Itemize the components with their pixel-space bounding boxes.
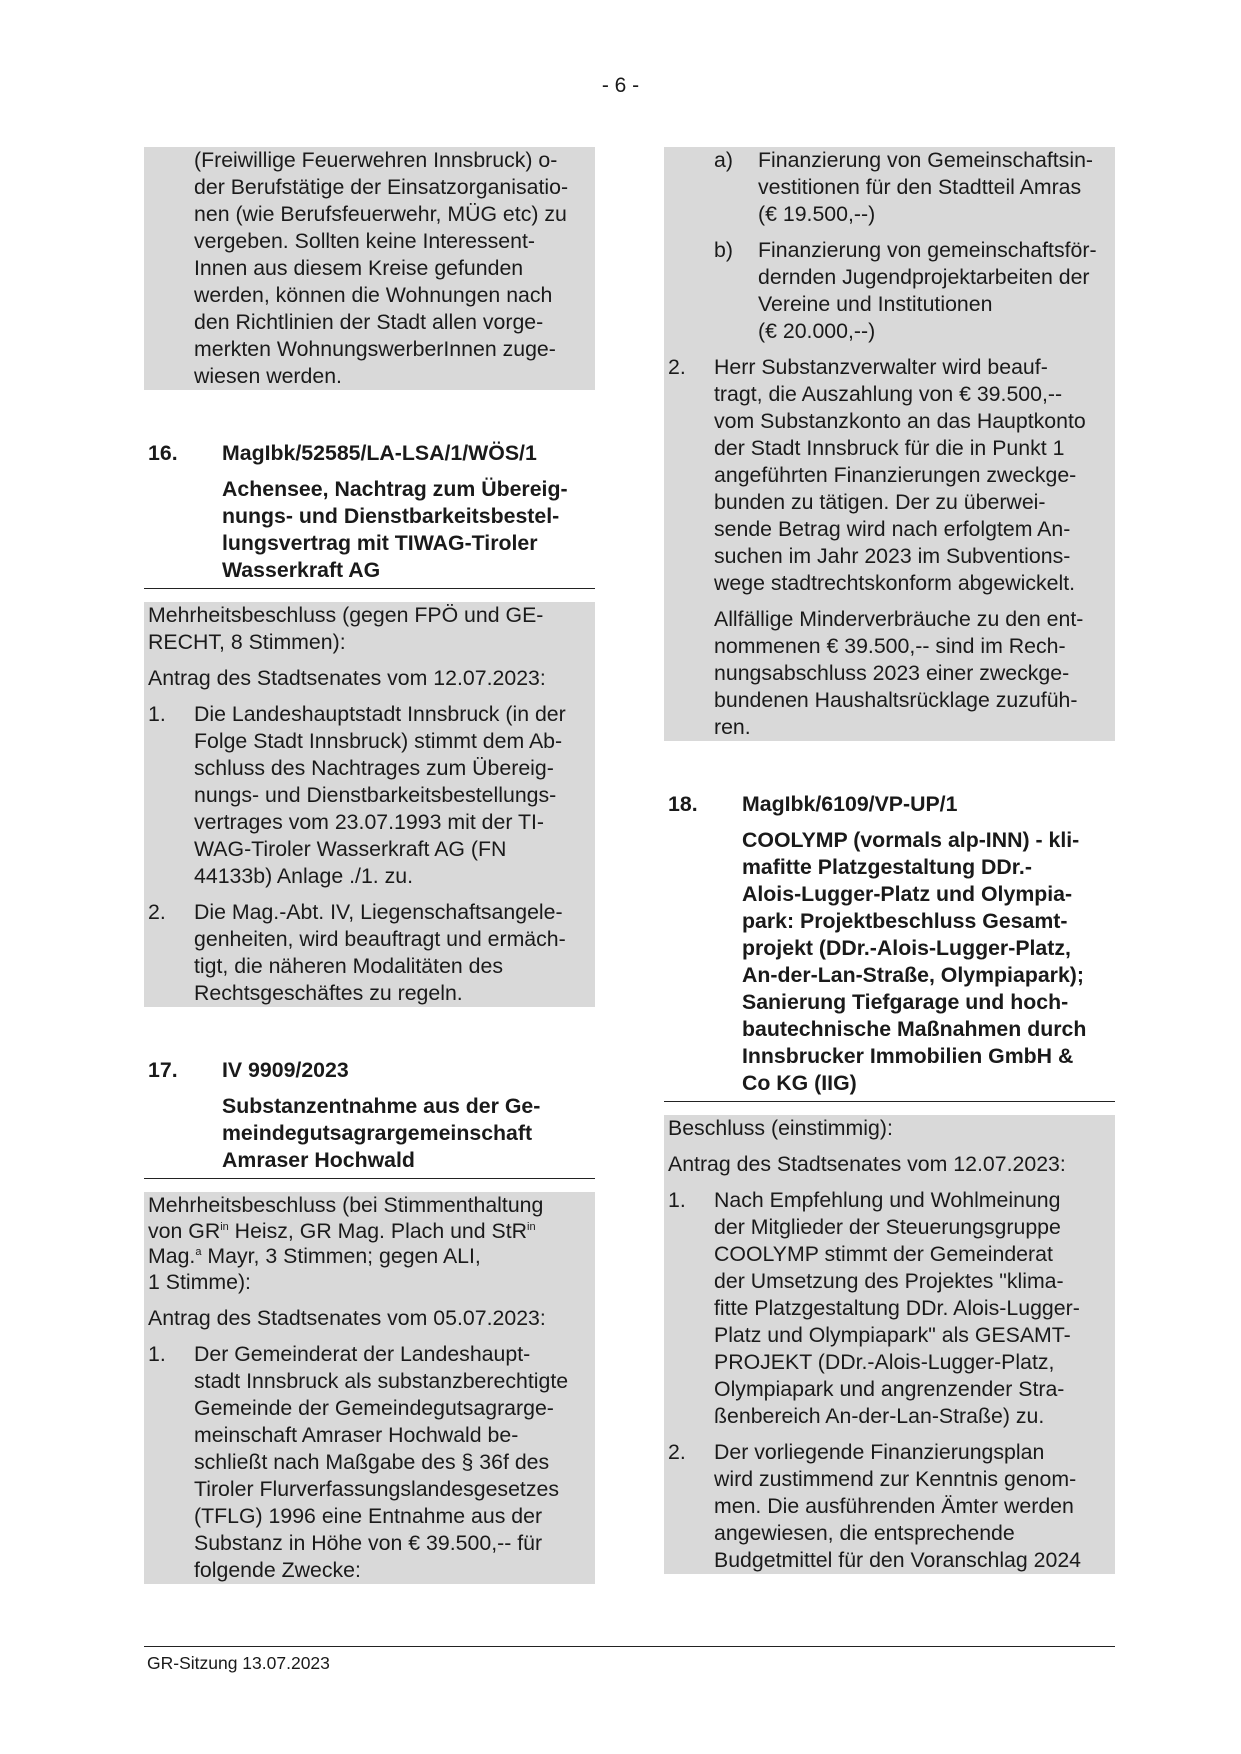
title-line: projekt (DDr.-Alois-Lugger-Platz, [742,936,1071,960]
item-reference: MagIbk/52585/LA-LSA/1/WÖS/1 [222,441,537,465]
title-line: meindegutsagrargemeinschaft [222,1121,533,1145]
text-line: nen (wie Berufsfeuerwehr, MÜG etc) zu [194,202,567,226]
sub-item [668,237,1111,345]
item-number: 17. [148,1058,178,1082]
decision-line: 1 Stimme): [148,1270,251,1294]
title-line: park: Projektbeschluss Gesamt- [742,909,1068,933]
text-line: (TFLG) 1996 eine Entnahme aus der [194,1504,543,1528]
title-line: Achensee, Nachtrag zum Übereig- [222,477,568,501]
item18-body [664,1115,1115,1574]
text-line: tragt, die Auszahlung von € 39.500,-- [714,382,1063,406]
text-line: tigt, die näheren Modalitäten des [194,954,504,978]
text-line: nungs- und Dienstbarkeitsbestellungs- [194,783,557,807]
footer-divider [144,1646,1115,1647]
text-line: vestitionen für den Stadtteil Amras [758,175,1082,199]
item-number: 16. [148,441,178,465]
text-line: ren. [714,715,751,739]
text-line: sende Betrag wird nach erfolgtem An- [714,517,1071,541]
text-line: bundenen Haushaltsrücklage zuzufüh- [714,688,1078,712]
title-line: Sanierung Tiefgarage und hoch- [742,990,1069,1014]
text-line: fitte Platzgestaltung DDr. Alois-Lugger- [714,1296,1080,1320]
text-line: nungsabschluss 2023 einer zweckge- [714,661,1070,685]
text-line: angewiesen, die entsprechende [714,1521,1015,1545]
text-line: schluss des Nachtrages zum Übereig- [194,756,554,780]
decision-line: Beschluss (einstimmig): [668,1116,893,1140]
motion-line: Antrag des Stadtsenates vom 05.07.2023: [148,1306,546,1330]
text-line: vergeben. Sollten keine Interessent- [194,229,535,253]
title-line: Co KG (IIG) [742,1071,857,1095]
text-line: der Stadt Innsbruck für die in Punkt 1 [714,436,1065,460]
text-line: Der Gemeinderat der Landeshaupt- [194,1342,531,1366]
title-line: Substanzentnahme aus der Ge- [222,1094,541,1118]
text-line: PROJEKT (DDr.-Alois-Lugger-Platz, [714,1350,1055,1374]
text-line: Allfällige Minderverbräuche zu den ent- [714,607,1084,631]
text-line: Olympiapark und angrenzender Stra- [714,1377,1065,1401]
list-item [668,1439,1111,1574]
item17-heading [144,1057,595,1179]
text-line: Der vorliegende Finanzierungsplan [714,1440,1045,1464]
item-number: 18. [668,792,698,816]
text-line: (€ 20.000,--) [758,319,876,343]
text-line: Die Mag.-Abt. IV, Liegenschaftsangele- [194,900,563,924]
title-line: bautechnische Maßnahmen durch [742,1017,1087,1041]
text-line: vom Substanzkonto an das Hauptkonto [714,409,1086,433]
title-line: lungsvertrag mit TIWAG-Tiroler [222,531,538,555]
text-line: Die Landeshauptstadt Innsbruck (in der [194,702,566,726]
text-line: Budgetmittel für den Voranschlag 2024 [714,1548,1082,1572]
text-line: men. Die ausführenden Ämter werden [714,1494,1074,1518]
text-line: COOLYMP stimmt der Gemeinderat [714,1242,1053,1266]
sub-letter: a) [714,148,733,172]
title-line: Innsbrucker Immobilien GmbH & [742,1044,1074,1068]
motion-line: Antrag des Stadtsenates vom 12.07.2023: [668,1152,1066,1176]
sub-letter: b) [714,238,733,262]
text-line: Folge Stadt Innsbruck) stimmt dem Ab- [194,729,563,753]
title-line: An-der-Lan-Straße, Olympiapark); [742,963,1084,987]
title-line: Alois-Lugger-Platz und Olympia- [742,882,1073,906]
text-line: (Freiwillige Feuerwehren Innsbruck) o- [194,148,558,172]
list-number: 2. [668,355,686,379]
title-line: Wasserkraft AG [222,558,381,582]
footer-text: GR-Sitzung 13.07.2023 [147,1653,330,1673]
list-item [148,899,591,1007]
decision-line: Mehrheitsbeschluss (gegen FPÖ und GE- [148,603,544,627]
decision-line: RECHT, 8 Stimmen): [148,630,346,654]
text-line: schließt nach Maßgabe des § 36f des [194,1450,550,1474]
text-line: wird zustimmend zur Kenntnis genom- [714,1467,1077,1491]
page-number: - 6 - [601,74,640,97]
text-line: Tiroler Flurverfassungslandesgesetzes [194,1477,559,1501]
text-line: wege stadtrechtskonform abgewickelt. [714,571,1076,595]
list-number: 2. [148,900,166,924]
list-item [148,701,591,890]
item15-continuation [144,147,595,390]
text-line: Platz und Olympiapark" als GESAMT- [714,1323,1071,1347]
title-line: Amraser Hochwald [222,1148,415,1172]
text-line: Vereine und Institutionen [758,292,993,316]
list-number: 1. [148,1342,166,1366]
item17-continuation [664,147,1115,741]
item17-body [144,1192,595,1584]
text-line: werden, können die Wohnungen nach [194,283,553,307]
text-line: (€ 19.500,--) [758,202,876,226]
text-line: folgende Zwecke: [194,1558,361,1582]
text-line: ßenbereich An-der-Lan-Straße) zu. [714,1404,1045,1428]
list-number: 1. [148,702,166,726]
motion-line: Antrag des Stadtsenates vom 12.07.2023: [148,666,546,690]
list-item [668,1187,1111,1430]
item18-heading [664,791,1115,1102]
left-column [144,147,595,1584]
text-line: Herr Substanzverwalter wird beauf- [714,355,1048,379]
text-line: nommenen € 39.500,-- sind im Rech- [714,634,1066,658]
text-line: genheiten, wird beauftragt und ermäch- [194,927,566,951]
right-column [664,147,1115,1574]
item16-heading [144,440,595,589]
text-line: meinschaft Amraser Hochwald be- [194,1423,519,1447]
text-line: stadt Innsbruck als substanzberechtigte [194,1369,569,1393]
sub-item [668,147,1111,228]
text-line: der Berufstätige der Einsatzorganisatio- [194,175,569,199]
text-line: wiesen werden. [194,364,342,388]
text-line: Innen aus diesem Kreise gefunden [194,256,524,280]
text-line: 44133b) Anlage ./1. zu. [194,864,414,888]
list-item [668,354,1111,741]
title-line: mafitte Platzgestaltung DDr.- [742,855,1032,879]
text-line: Rechtsgeschäftes zu regeln. [194,981,463,1005]
text-line: der Umsetzung des Projektes "klima- [714,1269,1064,1293]
text-line: suchen im Jahr 2023 im Subventions- [714,544,1071,568]
text-line: dernden Jugendprojektarbeiten der [758,265,1090,289]
text-line: vertrages vom 23.07.1993 mit der TI- [194,810,544,834]
text-line: merkten WohnungswerberInnen zuge- [194,337,556,361]
text-line: den Richtlinien der Stadt allen vorge- [194,310,544,334]
text-line: Finanzierung von Gemeinschaftsin- [758,148,1093,172]
decision-line: Mag.$^a$ Mayr, 3 Stimmen; gegen ALI, [148,1244,481,1268]
item16-body [144,602,595,1007]
text-line: Gemeinde der Gemeindegutsagrarge- [194,1396,554,1420]
text-line: Finanzierung von gemeinschaftsför- [758,238,1097,262]
item-reference: MagIbk/6109/VP-UP/1 [742,792,958,816]
text-line: Substanz in Höhe von € 39.500,-- für [194,1531,543,1555]
text-line: angeführten Finanzierungen zweckge- [714,463,1077,487]
list-number: 2. [668,1440,686,1464]
decision-line: von $GR^{in}$ Heisz, GR Mag. Plach und StR$^{in}$ [148,1219,536,1243]
text-line: WAG-Tiroler Wasserkraft AG (FN [194,837,507,861]
list-item [148,1341,591,1584]
item-reference: IV 9909/2023 [222,1058,349,1082]
text-line: der Mitglieder der Steuerungsgruppe [714,1215,1061,1239]
decision-line: Mehrheitsbeschluss (bei Stimmenthaltung [148,1193,544,1217]
title-line: nungs- und Dienstbarkeitsbestel- [222,504,560,528]
list-number: 1. [668,1188,686,1212]
text-line: Nach Empfehlung und Wohlmeinung [714,1188,1061,1212]
text-line: bunden zu tätigen. Der zu überwei- [714,490,1046,514]
title-line: COOLYMP (vormals alp-INN) - kli- [742,828,1080,852]
